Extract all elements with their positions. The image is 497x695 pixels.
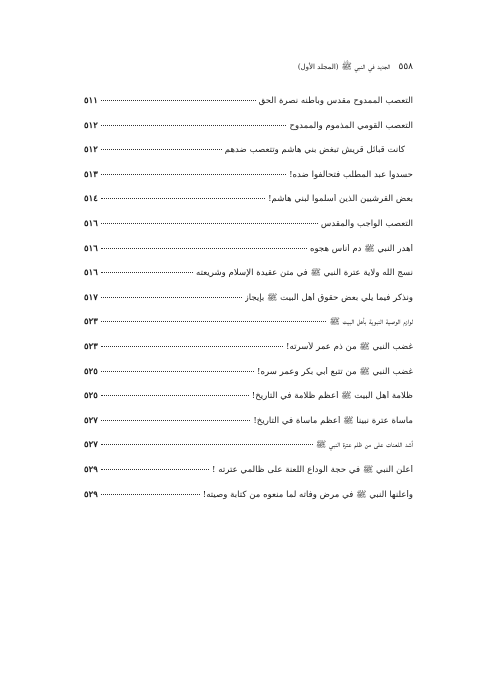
toc-entry-title: كانت قبائل قريش تبغض بني هاشم وتتعصب ضدهم [224,145,405,156]
toc-entry-page-number: ٥٢٧ [84,440,98,451]
toc-entry-title: حسدوا عبد المطلب فتحالفوا ضده! [289,169,413,180]
toc-entry [84,244,413,269]
toc-entry [84,194,413,219]
toc-dot-leader [101,371,254,372]
toc-entry-page-number: ٥٢٧ [84,415,98,426]
toc-entry [84,416,413,441]
toc-entry [84,440,413,465]
toc-entry-title: بعض القرشيين الذين أسلموا لبني هاشم! [268,194,413,205]
volume-label: (المجلد الأول) [297,63,339,71]
toc-entry-page-number: ٥١٣ [84,169,98,180]
toc-entry-title: وأعلنها النبي ﷺ في مرض وفاته لما منعوه من كتابة وصيته! [202,489,413,500]
toc-dot-leader [101,248,307,249]
toc-entry-title: نسج الله ولاية عترة النبي ﷺ في متن عقيدة الإسلام وشريعته [196,268,413,279]
toc-entry [84,170,413,195]
toc-entry-page-number: ٥١٢ [84,120,98,131]
toc-entry [84,317,413,342]
toc-entry-title: أشد اللعنات على من ظلم عترة النبي ﷺ [315,440,413,451]
toc-entry-page-number: ٥١٦ [84,218,98,229]
page-number: ٥٥٨ [398,62,413,72]
toc-entry-page-number: ٥١٤ [84,194,98,205]
toc-entry [84,367,413,392]
toc-dot-leader [101,297,242,298]
toc-dot-leader [101,469,209,470]
toc-entry-page-number: ٥٢٣ [84,317,98,328]
toc-dot-leader [101,346,283,347]
toc-entry-title: غضب النبي ﷺ من ذم عمر لأسرته! [286,341,413,352]
toc-dot-leader [101,100,256,101]
running-header [84,62,413,78]
toc-entry-title: ظلامة أهل البيت ﷺ أعظم ظلامة في التاريخ! [251,391,413,402]
toc-dot-leader [101,321,327,322]
toc-entry [84,219,413,244]
toc-entry-title: أعلن النبي ﷺ في حجة الوداع اللعنة على ظالمي عترته ! [212,464,413,475]
toc-entry [84,293,413,318]
toc-entry-page-number: ٥١١ [84,96,98,106]
toc-entry-title: التعصب القومي المذموم والممدوح [289,120,413,131]
toc-entry [84,391,413,416]
table-of-contents [84,96,413,514]
toc-entry [84,490,413,515]
toc-dot-leader [101,223,318,224]
toc-dot-leader [101,444,313,445]
toc-entry-page-number: ٥١٧ [84,292,98,303]
toc-entry-page-number: ٥٢٩ [84,489,98,500]
toc-entry [84,268,413,293]
toc-dot-leader [101,174,286,175]
toc-dot-leader [101,395,249,396]
toc-entry-page-number: ٥١٦ [84,268,98,279]
toc-entry-title: التعصب الممدوح مقدس وباطنه نصرة الحق [258,96,413,106]
toc-entry-page-number: ٥٢٥ [84,391,98,402]
book-title: الجديد في النبي ﷺ [341,62,391,72]
toc-entry-title: ونذكر فيما يلي بعض حقوق أهل البيت ﷺ بإيجاز [244,292,413,303]
toc-dot-leader [101,420,250,421]
toc-entry-page-number: ٥١٢ [84,145,98,156]
toc-entry [84,465,413,490]
toc-entry-title: لوازم الوصية النبوية بأهل البيت ﷺ [329,317,413,328]
toc-entry-page-number: ٥٢٩ [84,464,98,475]
toc-dot-leader [101,198,265,199]
toc-dot-leader [101,272,193,273]
toc-entry [84,96,413,121]
toc-entry-title: أهدر النبي ﷺ دم أناس هجوه [309,243,413,254]
toc-entry-page-number: ٥١٦ [84,243,98,254]
toc-dot-leader [101,149,222,150]
toc-entry [84,342,413,367]
toc-entry [84,145,413,170]
toc-dot-leader [101,494,200,495]
toc-entry [84,121,413,146]
toc-entry-title: التعصب الواجب والمقدس [320,218,413,229]
toc-dot-leader [101,125,287,126]
toc-entry-title: مأساة عترة نبينا ﷺ أعظم مأساة في التاريخ! [253,415,413,426]
toc-entry-title: غضب النبي ﷺ من تتبع أبي بكر وعمر سره! [257,366,413,377]
toc-entry-page-number: ٥٢٣ [84,341,98,352]
toc-entry-page-number: ٥٢٥ [84,366,98,377]
